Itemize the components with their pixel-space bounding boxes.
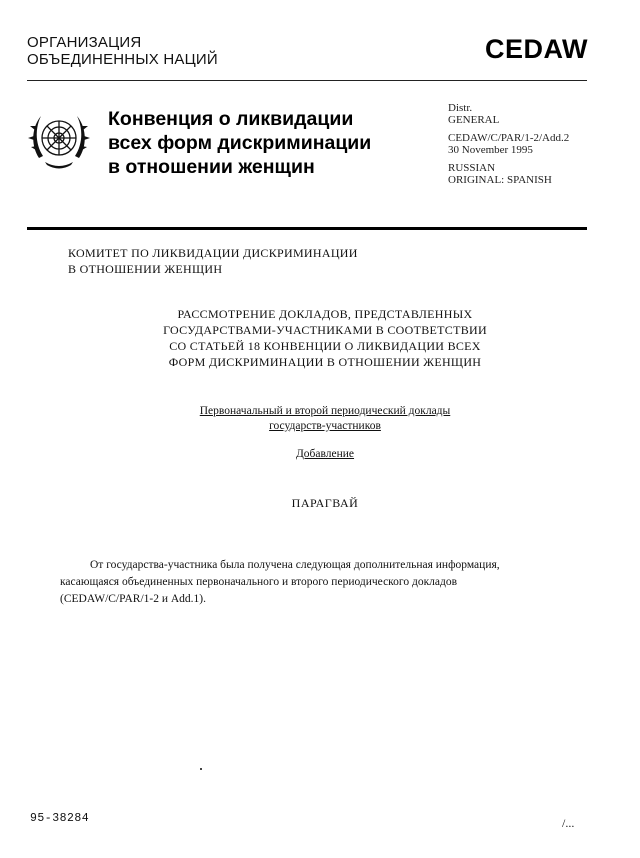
document-date: 30 November 1995 [448, 144, 533, 156]
report-heading [120, 306, 530, 370]
heading-line-4: ФОРМ ДИСКРИМИНАЦИИ В ОТНОШЕНИИ ЖЕНЩИН [168, 355, 482, 369]
document-metadata [448, 102, 598, 186]
committee-name [68, 245, 448, 277]
distribution-value: GENERAL [448, 114, 500, 126]
cedaw-brand: CEDAW [485, 34, 588, 64]
committee-line-2: В ОТНОШЕНИИ ЖЕНЩИН [68, 262, 223, 276]
scan-speck [200, 768, 202, 770]
continuation-mark: /... [562, 816, 575, 830]
heading-line-3: СО СТАТЬЕЙ 18 КОНВЕНЦИИ О ЛИКВИДАЦИИ ВСЕХ [169, 339, 481, 353]
org-line-1: ОРГАНИЗАЦИЯ [27, 34, 142, 51]
convention-title [108, 107, 408, 179]
report-subheading [120, 404, 530, 434]
header-rule [27, 80, 587, 81]
title-line-3: в отношении женщин [108, 156, 315, 178]
document-symbol: CEDAW/C/PAR/1-2/Add.2 [448, 132, 570, 144]
document-language: RUSSIAN [448, 162, 496, 174]
paragraph-line-1: От государства-участника была получена следующая дополнительная информация, [90, 559, 500, 571]
addendum-label: Добавление [295, 448, 355, 460]
distribution-label: Distr. [448, 102, 473, 114]
title-line-1: Конвенция о ликвидации [108, 108, 354, 130]
subheading-line-1: Первоначальный и второй периодический доклады [199, 405, 451, 417]
organization-name [27, 34, 218, 68]
title-line-2: всех форм дискриминации [108, 132, 372, 154]
subheading-line-2: государств-участников [269, 420, 381, 432]
country-name: ПАРАГВАЙ [291, 496, 359, 510]
document-number: 95-38284 [30, 812, 90, 825]
heading-line-1: РАССМОТРЕНИЕ ДОКЛАДОВ, ПРЕДСТАВЛЕННЫХ [177, 307, 473, 321]
paragraph-line-2: касающаяся объединенных первоначального и второго периодического докладов [60, 576, 458, 588]
title-rule [27, 227, 587, 230]
heading-line-2: ГОСУДАРСТВАМИ-УЧАСТНИКАМИ В СООТВЕТСТВИИ [163, 323, 487, 337]
org-line-2: ОБЪЕДИНЕННЫХ НАЦИЙ [27, 51, 218, 68]
original-language: ORIGINAL: SPANISH [448, 174, 552, 186]
body-paragraph [60, 557, 560, 608]
paragraph-line-3: (CEDAW/C/PAR/1-2 и Add.1). [60, 593, 207, 605]
committee-line-1: КОМИТЕТ ПО ЛИКВИДАЦИИ ДИСКРИМИНАЦИИ [68, 246, 358, 260]
un-emblem-icon [25, 106, 93, 174]
